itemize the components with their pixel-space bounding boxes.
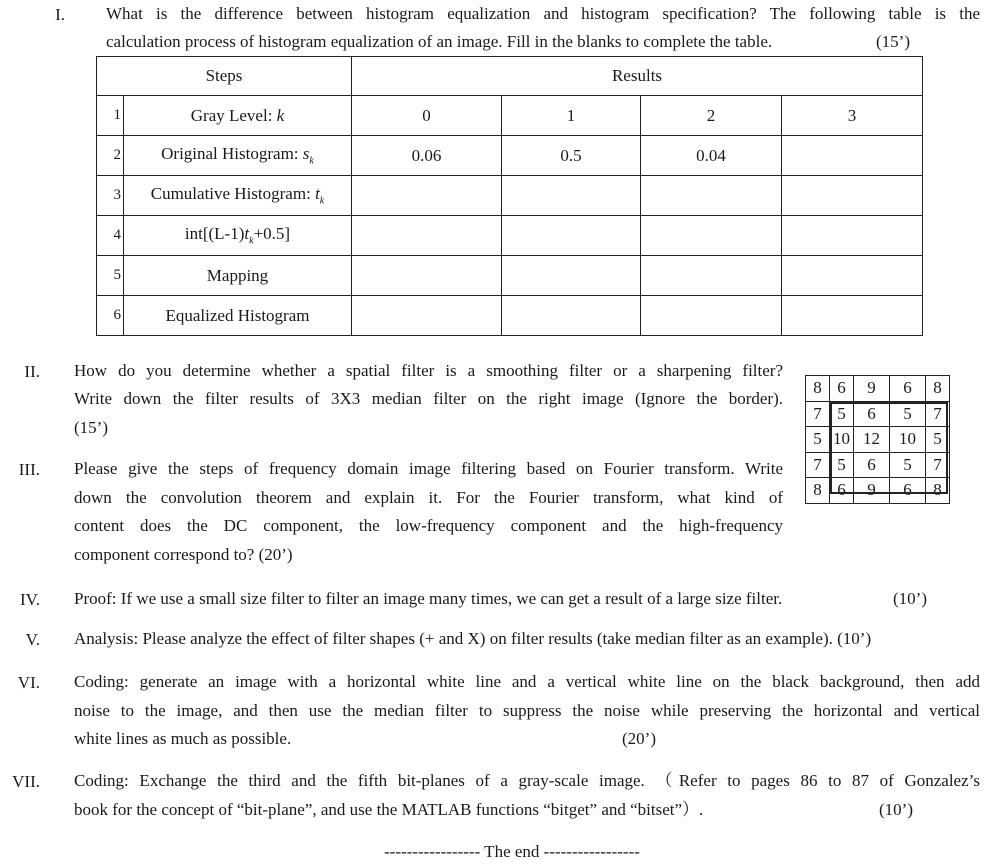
q4-points: (10’)	[893, 589, 927, 608]
matrix-cell: 7	[926, 452, 950, 478]
result-cell[interactable]: 0.5	[502, 136, 641, 176]
matrix-cell: 6	[830, 376, 854, 402]
q6-line2: noise to the image, and then use the median filter to suppress the noise while preserving the horizontal and vertical	[74, 701, 980, 720]
result-cell[interactable]	[782, 176, 923, 216]
result-cell[interactable]	[352, 176, 502, 216]
q6-line3: white lines as much as possible.	[74, 729, 292, 748]
row-label: $int[(L-1)t_k+0.5]$	[124, 216, 352, 256]
q3-line3: content does the DC component, the low-frequency component and the high-frequency	[74, 516, 783, 535]
q7-number: VII.	[12, 772, 40, 791]
median-filter-image-matrix	[805, 375, 950, 504]
table-row	[97, 256, 923, 296]
matrix-cell: 6	[854, 452, 890, 478]
result-cell[interactable]: 2	[641, 96, 782, 136]
row-label: Equalized Histogram	[124, 296, 352, 336]
result-cell[interactable]	[641, 256, 782, 296]
table-header-row	[97, 57, 923, 96]
matrix-cell: 8	[806, 376, 830, 402]
matrix-row	[806, 401, 950, 427]
row-number: 1	[97, 96, 124, 136]
result-cell[interactable]: 0.04	[641, 136, 782, 176]
q1-points: (15’)	[876, 32, 910, 51]
q3-line4: component correspond to? (20’)	[74, 545, 293, 564]
q1-line2: calculation process of histogram equalization of an image. Fill in the blanks to complete the table.	[106, 32, 773, 51]
result-cell[interactable]	[782, 216, 923, 256]
matrix-row	[806, 376, 950, 402]
result-cell[interactable]: 3	[782, 96, 923, 136]
q2-number: II.	[24, 362, 40, 381]
matrix-cell: 9	[854, 376, 890, 402]
matrix-cell: 7	[806, 401, 830, 427]
q2-line3: (15’)	[74, 418, 108, 437]
table-row	[97, 136, 923, 176]
row-number: 3	[97, 176, 124, 216]
q3-line2: down the convolution theorem and explain it. For the Fourier transform, what kind of	[74, 488, 783, 507]
q6-number: VI.	[17, 673, 40, 692]
matrix-cell: 5	[890, 401, 926, 427]
q2-line1: How do you determine whether a spatial filter is a smoothing filter or a sharpening filter?	[74, 361, 783, 380]
matrix-cell: 5	[890, 452, 926, 478]
result-cell[interactable]	[641, 176, 782, 216]
result-cell[interactable]: 1	[502, 96, 641, 136]
q5-text: Analysis: Please analyze the effect of filter shapes (+ and X) on filter results (take median filter as an example). (10’)	[74, 629, 872, 648]
matrix-cell: 6	[890, 376, 926, 402]
row-label: Cumulative Histogram: $t_k$	[124, 176, 352, 216]
matrix-cell: 5	[830, 452, 854, 478]
matrix-cell: 8	[926, 478, 950, 504]
row-label: Mapping	[124, 256, 352, 296]
histogram-equalization-table	[96, 56, 923, 336]
result-cell[interactable]	[352, 256, 502, 296]
row-number: 2	[97, 136, 124, 176]
result-cell[interactable]	[782, 296, 923, 336]
q3-line1: Please give the steps of frequency domain image filtering based on Fourier transform. Write	[74, 459, 783, 478]
result-cell[interactable]	[782, 136, 923, 176]
header-results: Results	[352, 57, 923, 96]
matrix-cell: 9	[854, 478, 890, 504]
table-row	[97, 96, 923, 136]
q5-number: V.	[25, 630, 40, 649]
result-cell[interactable]	[502, 216, 641, 256]
q1-line1: What is the difference between histogram equalization and histogram specification? The following table is the	[106, 4, 980, 23]
matrix-cell: 6	[854, 401, 890, 427]
q7-points: (10’)	[879, 800, 913, 819]
q6-line1: Coding: generate an image with a horizontal white line and a vertical white line on the black background, then add	[74, 672, 980, 691]
result-cell[interactable]	[352, 216, 502, 256]
table-row	[97, 216, 923, 256]
q7-line2: book for the concept of “bit-plane”, and use the MATLAB functions “bitget” and “bitset”）.	[74, 800, 704, 819]
row-number: 5	[97, 256, 124, 296]
matrix-row	[806, 452, 950, 478]
q3-number: III.	[18, 460, 40, 479]
matrix-cell: 5	[926, 427, 950, 453]
row-label: Original Histogram: $s_k$	[124, 136, 352, 176]
row-number: 6	[97, 296, 124, 336]
table-row	[97, 176, 923, 216]
result-cell[interactable]	[502, 296, 641, 336]
matrix-cell: 12	[854, 427, 890, 453]
q4-number: IV.	[20, 590, 40, 609]
q4-text: Proof: If we use a small size filter to filter an image many times, we can get a result of a large size filter.	[74, 589, 783, 608]
the-end-footer: ----------------- The end -----------------	[384, 842, 640, 861]
matrix-cell: 7	[926, 401, 950, 427]
matrix-row	[806, 427, 950, 453]
matrix-row	[806, 478, 950, 504]
matrix-cell: 10	[890, 427, 926, 453]
result-cell[interactable]	[782, 256, 923, 296]
matrix-cell: 6	[830, 478, 854, 504]
result-cell[interactable]	[641, 296, 782, 336]
matrix-cell: 8	[926, 376, 950, 402]
matrix-cell: 5	[830, 401, 854, 427]
matrix-cell: 7	[806, 452, 830, 478]
header-steps: Steps	[97, 57, 352, 96]
result-cell[interactable]	[641, 216, 782, 256]
q6-points: (20’)	[622, 729, 656, 748]
q1-number: I.	[55, 5, 65, 24]
result-cell[interactable]	[502, 176, 641, 216]
row-label: Gray Level: k	[124, 96, 352, 136]
table-row	[97, 296, 923, 336]
q7-line1: Coding: Exchange the third and the fifth bit-planes of a gray-scale image. （Refer to pages 86 to 87 of Gonzalez’s	[74, 771, 980, 790]
result-cell[interactable]: 0.06	[352, 136, 502, 176]
matrix-cell: 10	[830, 427, 854, 453]
matrix-cell: 5	[806, 427, 830, 453]
matrix-cell: 6	[890, 478, 926, 504]
result-cell[interactable]	[352, 296, 502, 336]
q2-line2: Write down the filter results of 3X3 median filter on the right image (Ignore the border).	[74, 389, 783, 408]
result-cell[interactable]	[502, 256, 641, 296]
matrix-cell: 8	[806, 478, 830, 504]
row-number: 4	[97, 216, 124, 256]
result-cell[interactable]: 0	[352, 96, 502, 136]
